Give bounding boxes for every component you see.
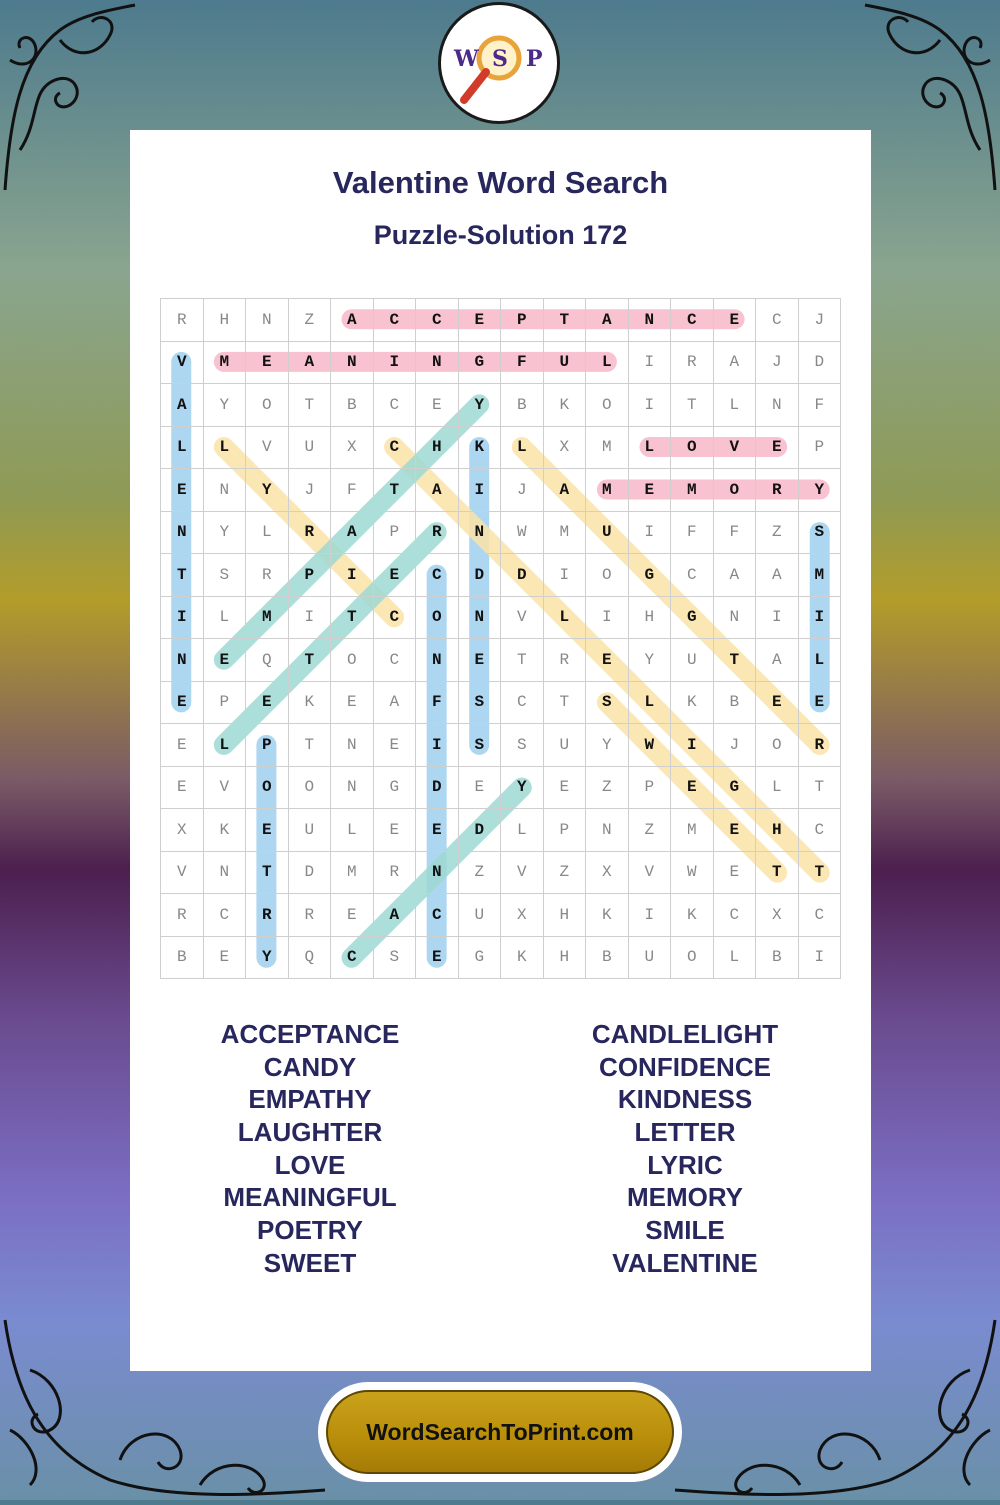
grid-cell: A xyxy=(331,299,374,342)
ornament-top-left xyxy=(0,0,140,200)
grid-cell: C xyxy=(374,384,417,427)
grid-cell: T xyxy=(374,469,417,512)
grid-cell: P xyxy=(799,427,842,470)
grid-cell: Z xyxy=(756,512,799,555)
grid-cell: R xyxy=(246,554,289,597)
grid-cell: H xyxy=(204,299,247,342)
grid-cell: L xyxy=(204,724,247,767)
grid-cell: V xyxy=(246,427,289,470)
grid-cell: E xyxy=(204,639,247,682)
grid-cell: E xyxy=(161,469,204,512)
grid-cell: I xyxy=(161,597,204,640)
grid-cell: E xyxy=(586,639,629,682)
grid-cell: V xyxy=(204,767,247,810)
page-subtitle: Puzzle-Solution 172 xyxy=(373,220,628,250)
grid-cell: Q xyxy=(289,937,332,980)
grid-cell: I xyxy=(459,469,502,512)
word-list-item: LOVE xyxy=(274,1149,346,1180)
word-list-item: CANDLELIGHT xyxy=(591,1019,779,1049)
grid-cell: S xyxy=(501,724,544,767)
grid-cell: A xyxy=(756,639,799,682)
grid-cell: T xyxy=(799,852,842,895)
grid-cell: S xyxy=(374,937,417,980)
grid-cell: C xyxy=(331,937,374,980)
word-list-item: MEANINGFUL xyxy=(223,1182,397,1213)
grid-cell: H xyxy=(544,894,587,937)
page-title: Valentine Word Search xyxy=(332,165,669,200)
grid-cell: J xyxy=(756,342,799,385)
grid-cell: E xyxy=(714,809,757,852)
grid-cell: N xyxy=(416,639,459,682)
grid-cell: N xyxy=(586,809,629,852)
grid-cell: I xyxy=(289,597,332,640)
grid-cell: M xyxy=(586,427,629,470)
grid-cell: E xyxy=(246,342,289,385)
grid-cell: E xyxy=(756,427,799,470)
grid-cell: A xyxy=(331,512,374,555)
grid-cell: W xyxy=(671,852,714,895)
grid-cell: U xyxy=(671,639,714,682)
grid-cell: B xyxy=(501,384,544,427)
grid-cell: Y xyxy=(799,469,842,512)
grid-cell: B xyxy=(586,937,629,980)
grid-cell: L xyxy=(246,512,289,555)
grid-cell: C xyxy=(714,894,757,937)
grid-cell: L xyxy=(629,682,672,725)
grid-cell: K xyxy=(459,427,502,470)
grid-cell: C xyxy=(501,682,544,725)
word-list-item: MEMORY xyxy=(626,1182,744,1213)
grid-cell: E xyxy=(246,809,289,852)
grid-cell: P xyxy=(544,809,587,852)
grid-cell: X xyxy=(161,809,204,852)
grid-cell: F xyxy=(416,682,459,725)
word-list-left xyxy=(130,1018,490,1280)
grid-cell: A xyxy=(756,554,799,597)
grid-cell: P xyxy=(629,767,672,810)
word-list-item: LYRIC xyxy=(647,1149,723,1180)
grid-cell: O xyxy=(331,639,374,682)
grid-cell: T xyxy=(289,724,332,767)
grid-cell: D xyxy=(459,554,502,597)
grid-cell: X xyxy=(586,852,629,895)
grid-cell: R xyxy=(161,299,204,342)
grid-cell: T xyxy=(331,597,374,640)
grid-cell: P xyxy=(289,554,332,597)
grid-cell: C xyxy=(671,554,714,597)
grid-cell: M xyxy=(246,597,289,640)
grid-cell: K xyxy=(671,682,714,725)
grid-cell: J xyxy=(501,469,544,512)
grid-cell: D xyxy=(459,809,502,852)
grid-cell: T xyxy=(289,639,332,682)
word-list-item: EMPATHY xyxy=(248,1084,372,1115)
grid-cell: S xyxy=(204,554,247,597)
grid-cell: X xyxy=(331,427,374,470)
grid-cell: T xyxy=(714,639,757,682)
grid-cell: E xyxy=(459,639,502,682)
grid-cell: W xyxy=(501,512,544,555)
word-search-grid xyxy=(160,298,841,979)
grid-cell: G xyxy=(459,937,502,980)
grid-cell: L xyxy=(501,809,544,852)
grid-cell: M xyxy=(544,512,587,555)
grid-cell: I xyxy=(629,342,672,385)
grid-cell: K xyxy=(544,384,587,427)
logo-letter-s: S xyxy=(492,46,508,72)
grid-cell: N xyxy=(714,597,757,640)
grid-cell: L xyxy=(204,597,247,640)
grid-cell: O xyxy=(586,384,629,427)
grid-cell: B xyxy=(161,937,204,980)
grid-cell: I xyxy=(799,597,842,640)
grid-cell: N xyxy=(756,384,799,427)
grid-cell: Y xyxy=(204,384,247,427)
grid-cell: R xyxy=(289,894,332,937)
grid-cell: O xyxy=(714,469,757,512)
word-list-item: LETTER xyxy=(634,1117,736,1148)
grid-cell: M xyxy=(204,342,247,385)
website-button-label[interactable]: WordSearchToPrint.com xyxy=(326,1390,674,1474)
grid-cell: X xyxy=(544,427,587,470)
grid-cell: G xyxy=(714,767,757,810)
grid-cell: E xyxy=(629,469,672,512)
grid-cell: S xyxy=(799,512,842,555)
grid-cell: H xyxy=(756,809,799,852)
grid-cell: V xyxy=(501,597,544,640)
grid-cell: E xyxy=(416,809,459,852)
grid-cell: L xyxy=(501,427,544,470)
grid-cell: L xyxy=(204,427,247,470)
grid-cell: O xyxy=(246,767,289,810)
grid-cell: H xyxy=(629,597,672,640)
grid-cell: Y xyxy=(501,767,544,810)
word-list-item: VALENTINE xyxy=(612,1247,758,1278)
grid-cell: P xyxy=(501,299,544,342)
grid-cell: R xyxy=(246,894,289,937)
grid-cell: N xyxy=(331,767,374,810)
grid-cell: Z xyxy=(544,852,587,895)
grid-cell: I xyxy=(416,724,459,767)
grid-cell: A xyxy=(586,299,629,342)
ornament-top-right xyxy=(860,0,1000,200)
grid-cell: I xyxy=(586,597,629,640)
grid-cell: E xyxy=(374,554,417,597)
grid-cell: E xyxy=(671,767,714,810)
grid-cell: C xyxy=(374,299,417,342)
grid-cell: E xyxy=(714,299,757,342)
grid-cell: D xyxy=(501,554,544,597)
grid-cell: V xyxy=(161,342,204,385)
grid-cell: Z xyxy=(629,809,672,852)
grid-cell: P xyxy=(204,682,247,725)
grid-cell: N xyxy=(161,512,204,555)
grid-cell: N xyxy=(416,852,459,895)
grid-cell: E xyxy=(714,852,757,895)
grid-cell: V xyxy=(161,852,204,895)
grid-cell: M xyxy=(331,852,374,895)
grid-cell: A xyxy=(416,469,459,512)
grid-cell: L xyxy=(756,767,799,810)
grid-cell: A xyxy=(374,894,417,937)
logo-letter-p: P xyxy=(526,46,543,72)
logo-letter-w: W xyxy=(454,46,479,72)
grid-cell: F xyxy=(331,469,374,512)
grid-cell: I xyxy=(671,724,714,767)
grid-cell: Y xyxy=(246,469,289,512)
word-list-item: KINDNESS xyxy=(617,1084,753,1115)
word-list-item: LAUGHTER xyxy=(237,1117,383,1148)
grid-cell: G xyxy=(629,554,672,597)
grid-cell: J xyxy=(799,299,842,342)
grid-cell: Q xyxy=(246,639,289,682)
grid-cell: A xyxy=(714,342,757,385)
grid-cell: L xyxy=(331,809,374,852)
grid-cell: T xyxy=(501,639,544,682)
grid-cell: R xyxy=(671,342,714,385)
grid-cell: B xyxy=(331,384,374,427)
grid-cell: S xyxy=(459,724,502,767)
grid-cell: A xyxy=(289,342,332,385)
word-list-item: CONFIDENCE xyxy=(599,1051,771,1082)
grid-cell: G xyxy=(671,597,714,640)
grid-cell: C xyxy=(374,427,417,470)
grid-cell: F xyxy=(799,384,842,427)
grid-cell: R xyxy=(161,894,204,937)
grid-cell: F xyxy=(671,512,714,555)
word-list-right xyxy=(505,1018,865,1280)
grid-cell: E xyxy=(204,937,247,980)
grid-cell: L xyxy=(586,342,629,385)
grid-cell: N xyxy=(331,724,374,767)
website-button[interactable] xyxy=(318,1382,682,1482)
grid-cell: N xyxy=(204,852,247,895)
grid-cell: E xyxy=(246,682,289,725)
grid-cell: E xyxy=(331,894,374,937)
grid-cell: U xyxy=(289,427,332,470)
grid-cell: T xyxy=(756,852,799,895)
grid-cell: P xyxy=(374,512,417,555)
grid-cell: L xyxy=(161,427,204,470)
grid-cell: K xyxy=(671,894,714,937)
grid-cell: J xyxy=(714,724,757,767)
grid-cell: B xyxy=(714,682,757,725)
grid-cell: C xyxy=(416,894,459,937)
grid-cell: M xyxy=(671,809,714,852)
grid-cell: E xyxy=(459,299,502,342)
grid-cell: E xyxy=(544,767,587,810)
grid-cell: O xyxy=(671,427,714,470)
grid-cell: R xyxy=(756,469,799,512)
grid-cell: U xyxy=(544,342,587,385)
grid-cell: Y xyxy=(246,937,289,980)
grid-cell: U xyxy=(629,937,672,980)
grid-cell: A xyxy=(714,554,757,597)
grid-cell: N xyxy=(629,299,672,342)
grid-cell: U xyxy=(289,809,332,852)
grid-cell: D xyxy=(416,767,459,810)
grid-cell: K xyxy=(586,894,629,937)
grid-cell: N xyxy=(459,597,502,640)
word-list-item: SWEET xyxy=(263,1247,357,1278)
grid-cell: Z xyxy=(289,299,332,342)
grid-cell: E xyxy=(416,384,459,427)
grid-cell: Y xyxy=(586,724,629,767)
grid-cell: I xyxy=(331,554,374,597)
word-list-item: SMILE xyxy=(645,1215,725,1246)
grid-cell: T xyxy=(289,384,332,427)
grid-cell: X xyxy=(756,894,799,937)
grid-cell: R xyxy=(416,512,459,555)
grid-cell: C xyxy=(204,894,247,937)
grid-cell: Z xyxy=(586,767,629,810)
grid-cell: H xyxy=(544,937,587,980)
grid-cell: F xyxy=(714,512,757,555)
grid-cell: D xyxy=(289,852,332,895)
grid-cell: C xyxy=(374,597,417,640)
grid-cell: O xyxy=(671,937,714,980)
grid-cell: G xyxy=(459,342,502,385)
word-list xyxy=(130,1018,871,1288)
grid-cell: N xyxy=(246,299,289,342)
grid-cell: E xyxy=(799,682,842,725)
grid-cell: L xyxy=(799,639,842,682)
grid-cell: N xyxy=(331,342,374,385)
grid-cell: J xyxy=(289,469,332,512)
grid-cell: E xyxy=(161,724,204,767)
puzzle-card xyxy=(130,130,871,1371)
grid-cell: V xyxy=(629,852,672,895)
grid-cell: I xyxy=(544,554,587,597)
grid-cell: F xyxy=(501,342,544,385)
grid-cell: D xyxy=(799,342,842,385)
grid-cell: C xyxy=(416,299,459,342)
grid-cell: G xyxy=(374,767,417,810)
grid-cell: L xyxy=(629,427,672,470)
grid-cell: O xyxy=(586,554,629,597)
grid-cell: I xyxy=(756,597,799,640)
grid-cell: E xyxy=(416,937,459,980)
grid-cell: C xyxy=(799,894,842,937)
grid-cell: C xyxy=(416,554,459,597)
grid-cell: Y xyxy=(459,384,502,427)
grid-cell: I xyxy=(799,937,842,980)
grid-cell: I xyxy=(629,512,672,555)
grid-cell: O xyxy=(289,767,332,810)
grid-cell: E xyxy=(331,682,374,725)
grid-cell: H xyxy=(416,427,459,470)
grid-cell: O xyxy=(246,384,289,427)
grid-cell: E xyxy=(374,809,417,852)
grid-cell: K xyxy=(204,809,247,852)
grid-cell: E xyxy=(161,682,204,725)
grid-cell: N xyxy=(161,639,204,682)
grid-cell: W xyxy=(629,724,672,767)
word-list-item: CANDY xyxy=(263,1051,357,1082)
grid-cell: E xyxy=(756,682,799,725)
grid-cell: K xyxy=(501,937,544,980)
site-logo[interactable] xyxy=(438,2,560,124)
grid-cell: S xyxy=(459,682,502,725)
grid-cell: U xyxy=(459,894,502,937)
grid-cell: I xyxy=(374,342,417,385)
grid-cell: N xyxy=(416,342,459,385)
grid-cell: R xyxy=(799,724,842,767)
grid-cell: L xyxy=(544,597,587,640)
grid-cell: M xyxy=(799,554,842,597)
grid-cell: Z xyxy=(459,852,502,895)
grid-cell: C xyxy=(671,299,714,342)
word-list-item: POETRY xyxy=(257,1215,363,1246)
grid-cell: T xyxy=(544,299,587,342)
grid-cell: L xyxy=(714,384,757,427)
grid-cell: I xyxy=(629,384,672,427)
word-list-item: ACCEPTANCE xyxy=(220,1019,400,1049)
grid-cell: R xyxy=(374,852,417,895)
grid-cell: B xyxy=(756,937,799,980)
grid-cell: P xyxy=(246,724,289,767)
grid-cell: O xyxy=(416,597,459,640)
grid-cell: A xyxy=(374,682,417,725)
grid-cell: A xyxy=(544,469,587,512)
grid-cell: U xyxy=(586,512,629,555)
grid-cell: C xyxy=(374,639,417,682)
grid-cell: M xyxy=(586,469,629,512)
grid-cell: V xyxy=(714,427,757,470)
grid-cell: S xyxy=(586,682,629,725)
grid-cell: V xyxy=(501,852,544,895)
grid-cell: K xyxy=(289,682,332,725)
grid-cell: U xyxy=(544,724,587,767)
grid-cell: I xyxy=(629,894,672,937)
grid-cell: E xyxy=(161,767,204,810)
grid-cell: Y xyxy=(204,512,247,555)
grid-cell: C xyxy=(756,299,799,342)
grid-cell: N xyxy=(204,469,247,512)
grid-cell: R xyxy=(544,639,587,682)
grid-cell: T xyxy=(544,682,587,725)
grid-cell: A xyxy=(161,384,204,427)
grid-cell: R xyxy=(289,512,332,555)
grid-cell: X xyxy=(501,894,544,937)
grid-cell: O xyxy=(756,724,799,767)
grid-cell: T xyxy=(246,852,289,895)
grid-cell: C xyxy=(799,809,842,852)
grid-cell: N xyxy=(459,512,502,555)
grid-cell: M xyxy=(671,469,714,512)
grid-cell: L xyxy=(714,937,757,980)
grid-cell: T xyxy=(161,554,204,597)
grid-cell: Y xyxy=(629,639,672,682)
grid-cell: E xyxy=(459,767,502,810)
grid-cell: E xyxy=(374,724,417,767)
grid-cell: T xyxy=(799,767,842,810)
grid-cell: T xyxy=(671,384,714,427)
